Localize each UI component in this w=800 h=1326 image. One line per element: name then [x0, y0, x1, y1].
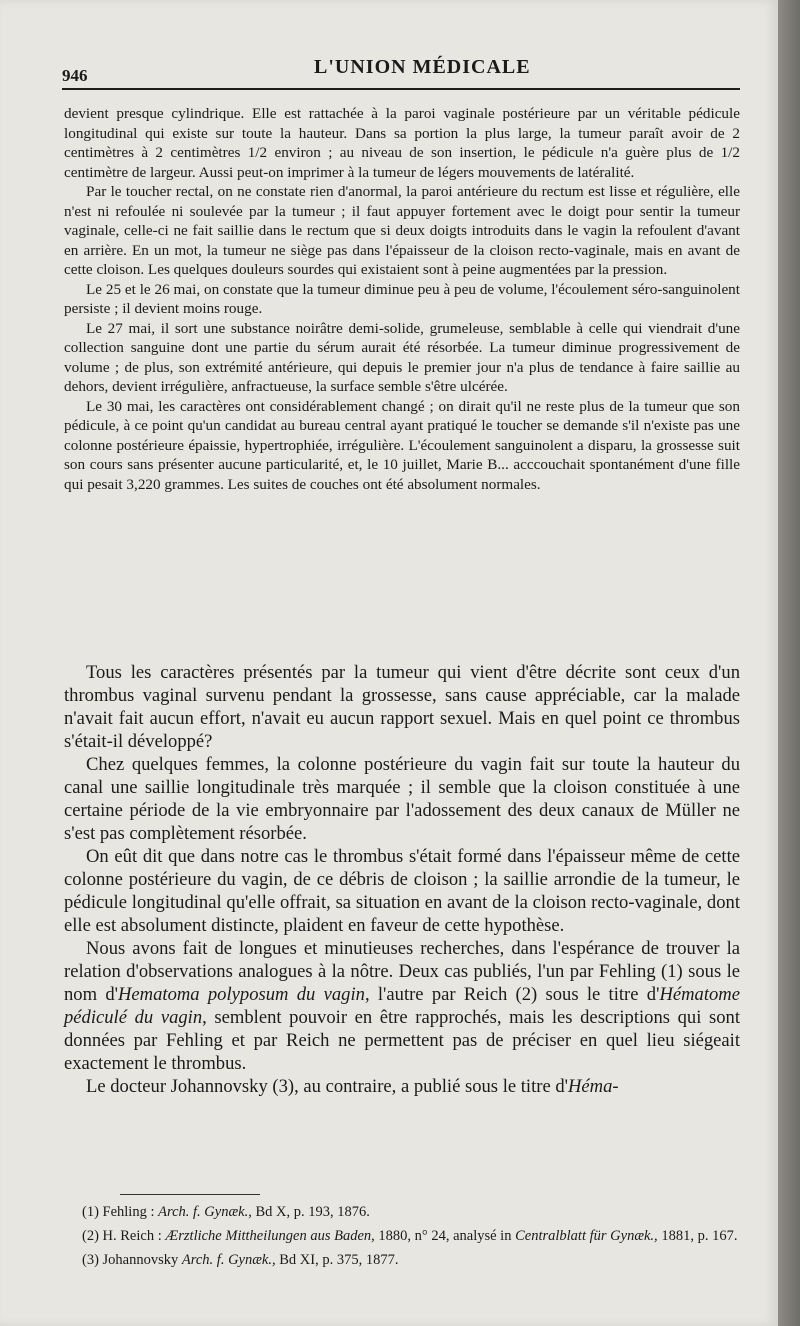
page-edge-shadow: [778, 0, 800, 1326]
footnote-rule: [120, 1194, 260, 1195]
paragraph: Le 30 mai, les caractères ont considérablement changé ; on dirait qu'il ne reste plus de la tumeur que son pédicule, à ce point qu'un candidat au bureau central ayant pratiqué le toucher se demande s'il n'existe pas une colonne postérieure épaissie, hypertrophiée, irrégulière. L'écoulement sanguinolent a disparu, la grossesse suit son cours sans présenter aucune particularité, et, le 10 juillet, Marie B... acccouchait spontanément d'une fille qui pesait 3,220 grammes. Les suites de couches ont été absolument normales.: [64, 397, 740, 493]
footnote-journal: Ærztliche Mittheilungen aus Baden,: [165, 1228, 375, 1244]
footnote-details: 1880, n° 24, analysé in: [378, 1228, 512, 1244]
paragraph: [64, 937, 740, 1075]
footnotes: [80, 1200, 740, 1272]
italic-title: Héma-: [568, 1076, 619, 1097]
page-number: 946: [62, 66, 88, 85]
header-rule: [62, 88, 740, 90]
footnote-journal: Arch. f. Gynæk.,: [181, 1252, 276, 1268]
italic-title: Hematoma polyposum du vagin: [118, 984, 365, 1005]
text-run: Le docteur Johannovsky (3), au contraire, a publié sous le titre d': [86, 1076, 568, 1097]
paragraph: Le 27 mai, il sort une substance noirâtre demi-solide, grumeleuse, semblable à celle qui viendrait d'une collection sanguine dont une partie du sérum aurait été résorbée. La tumeur diminue progressivement de volume ; de plus, son extrémité antérieure, qui depuis le premier jour n'a plus de tendance à faire saillie au dehors, devient irrégulière, anfractueuse, la surface semble s'être ulcérée.: [64, 319, 740, 395]
paragraph: devient presque cylindrique. Elle est rattachée à la paroi vaginale postérieure par un véritable pédicule longitudinal qui existe sur toute la hauteur. Dans sa portion la plus large, la tumeur paraît avoir de 2 centimètres à 2 centimètres 1/2 environ ; au niveau de son insertion, le pédicule n'a guère plus de 1/2 centimètre de largeur. Aussi peut-on imprimer à la tumeur de légers mouvements de latéralité.: [64, 105, 740, 181]
footnote-details: 1881, p. 167.: [661, 1228, 738, 1244]
footnote-label: (2) H. Reich :: [82, 1228, 162, 1244]
footnote: [80, 1200, 740, 1224]
page-header: [62, 56, 742, 96]
discussion-text: [64, 661, 740, 1098]
paragraph: Chez quelques femmes, la colonne postérieure du vagin fait sur toute la hauteur du canal une saillie longitudinale très marquée ; il semble que la cloison constituée à une certaine période de la vie embryonnaire par l'adossement des deux canaux de Müller ne s'est pas complètement résorbée.: [64, 754, 740, 844]
paragraph: Par le toucher rectal, on ne constate rien d'anormal, la paroi antérieure du rectum est lisse et régulière, elle n'est ni refoulée ni soulevée par la tumeur ; il faut appuyer fortement avec le doigt pour sentir la tumeur vaginale, celle-ci ne fait saillie dans le rectum que si deux doigts introduits dans le vagin la refoulent d'avant en arrière. En un mot, la tumeur ne siège pas dans l'épaisseur de la cloison recto-vaginale, mais en avant de cette cloison. Les quelques douleurs sourdes qui existaient sont à peine augmentées par la pression.: [64, 183, 740, 278]
running-title: L'UNION MÉDICALE: [314, 56, 531, 78]
footnote-label: (1) Fehling :: [82, 1204, 155, 1220]
footnote-journal: Centralblatt für Gynæk.,: [515, 1228, 658, 1244]
paragraph: Tous les caractères présentés par la tumeur qui vient d'être décrite sont ceux d'un thrombus vaginal survenu pendant la grossesse, sans cause appréciable, car la malade n'avait fait aucun effort, n'avait eu aucun rapport sexuel. Mais en quel point ce thrombus s'était-il développé?: [64, 662, 740, 752]
text-run: , l'autre par Reich (2) sous le titre d': [364, 984, 660, 1005]
footnote: [80, 1224, 740, 1248]
paragraph: Le 25 et le 26 mai, on constate que la tumeur diminue peu à peu de volume, l'écoulement séro-sanguinolent persiste ; il devient moins rouge.: [64, 280, 740, 317]
footnote-details: Bd X, p. 193, 1876.: [255, 1204, 370, 1220]
text-run: Nous avons fait de longues et minutieuses recherches, dans l'espérance de trouver la relation d'observations analogues à la nôtre. Deux cas publiés, l'un par Fehling (1) sous le nom d': [64, 938, 740, 1005]
case-report-text: [64, 104, 740, 494]
paragraph: [64, 1075, 740, 1098]
paragraph: On eût dit que dans notre cas le thrombus s'était formé dans l'épaisseur même de cette colonne postérieure du vagin, de ce débris de cloison ; la saillie arrondie de la tumeur, le pédicule longitudinal qu'elle offrait, sa situation en avant de la cloison recto-vaginale, dont elle est absolument distincte, plaident en faveur de cette hypothèse.: [64, 846, 740, 936]
footnote-journal: Arch. f. Gynæk.,: [158, 1204, 252, 1220]
footnote-details: Bd XI, p. 375, 1877.: [279, 1252, 399, 1268]
footnote-label: (3) Johannovsky: [82, 1252, 179, 1268]
text-run: , semblent pouvoir en être rapprochés, mais les descriptions qui sont données par Fehling et par Reich ne permettent pas de préciser en quel lieu siégeait exactement le thrombus.: [64, 1007, 740, 1074]
footnote: [80, 1248, 740, 1272]
italic-title: Hématome pédiculé du vagin: [64, 984, 740, 1028]
